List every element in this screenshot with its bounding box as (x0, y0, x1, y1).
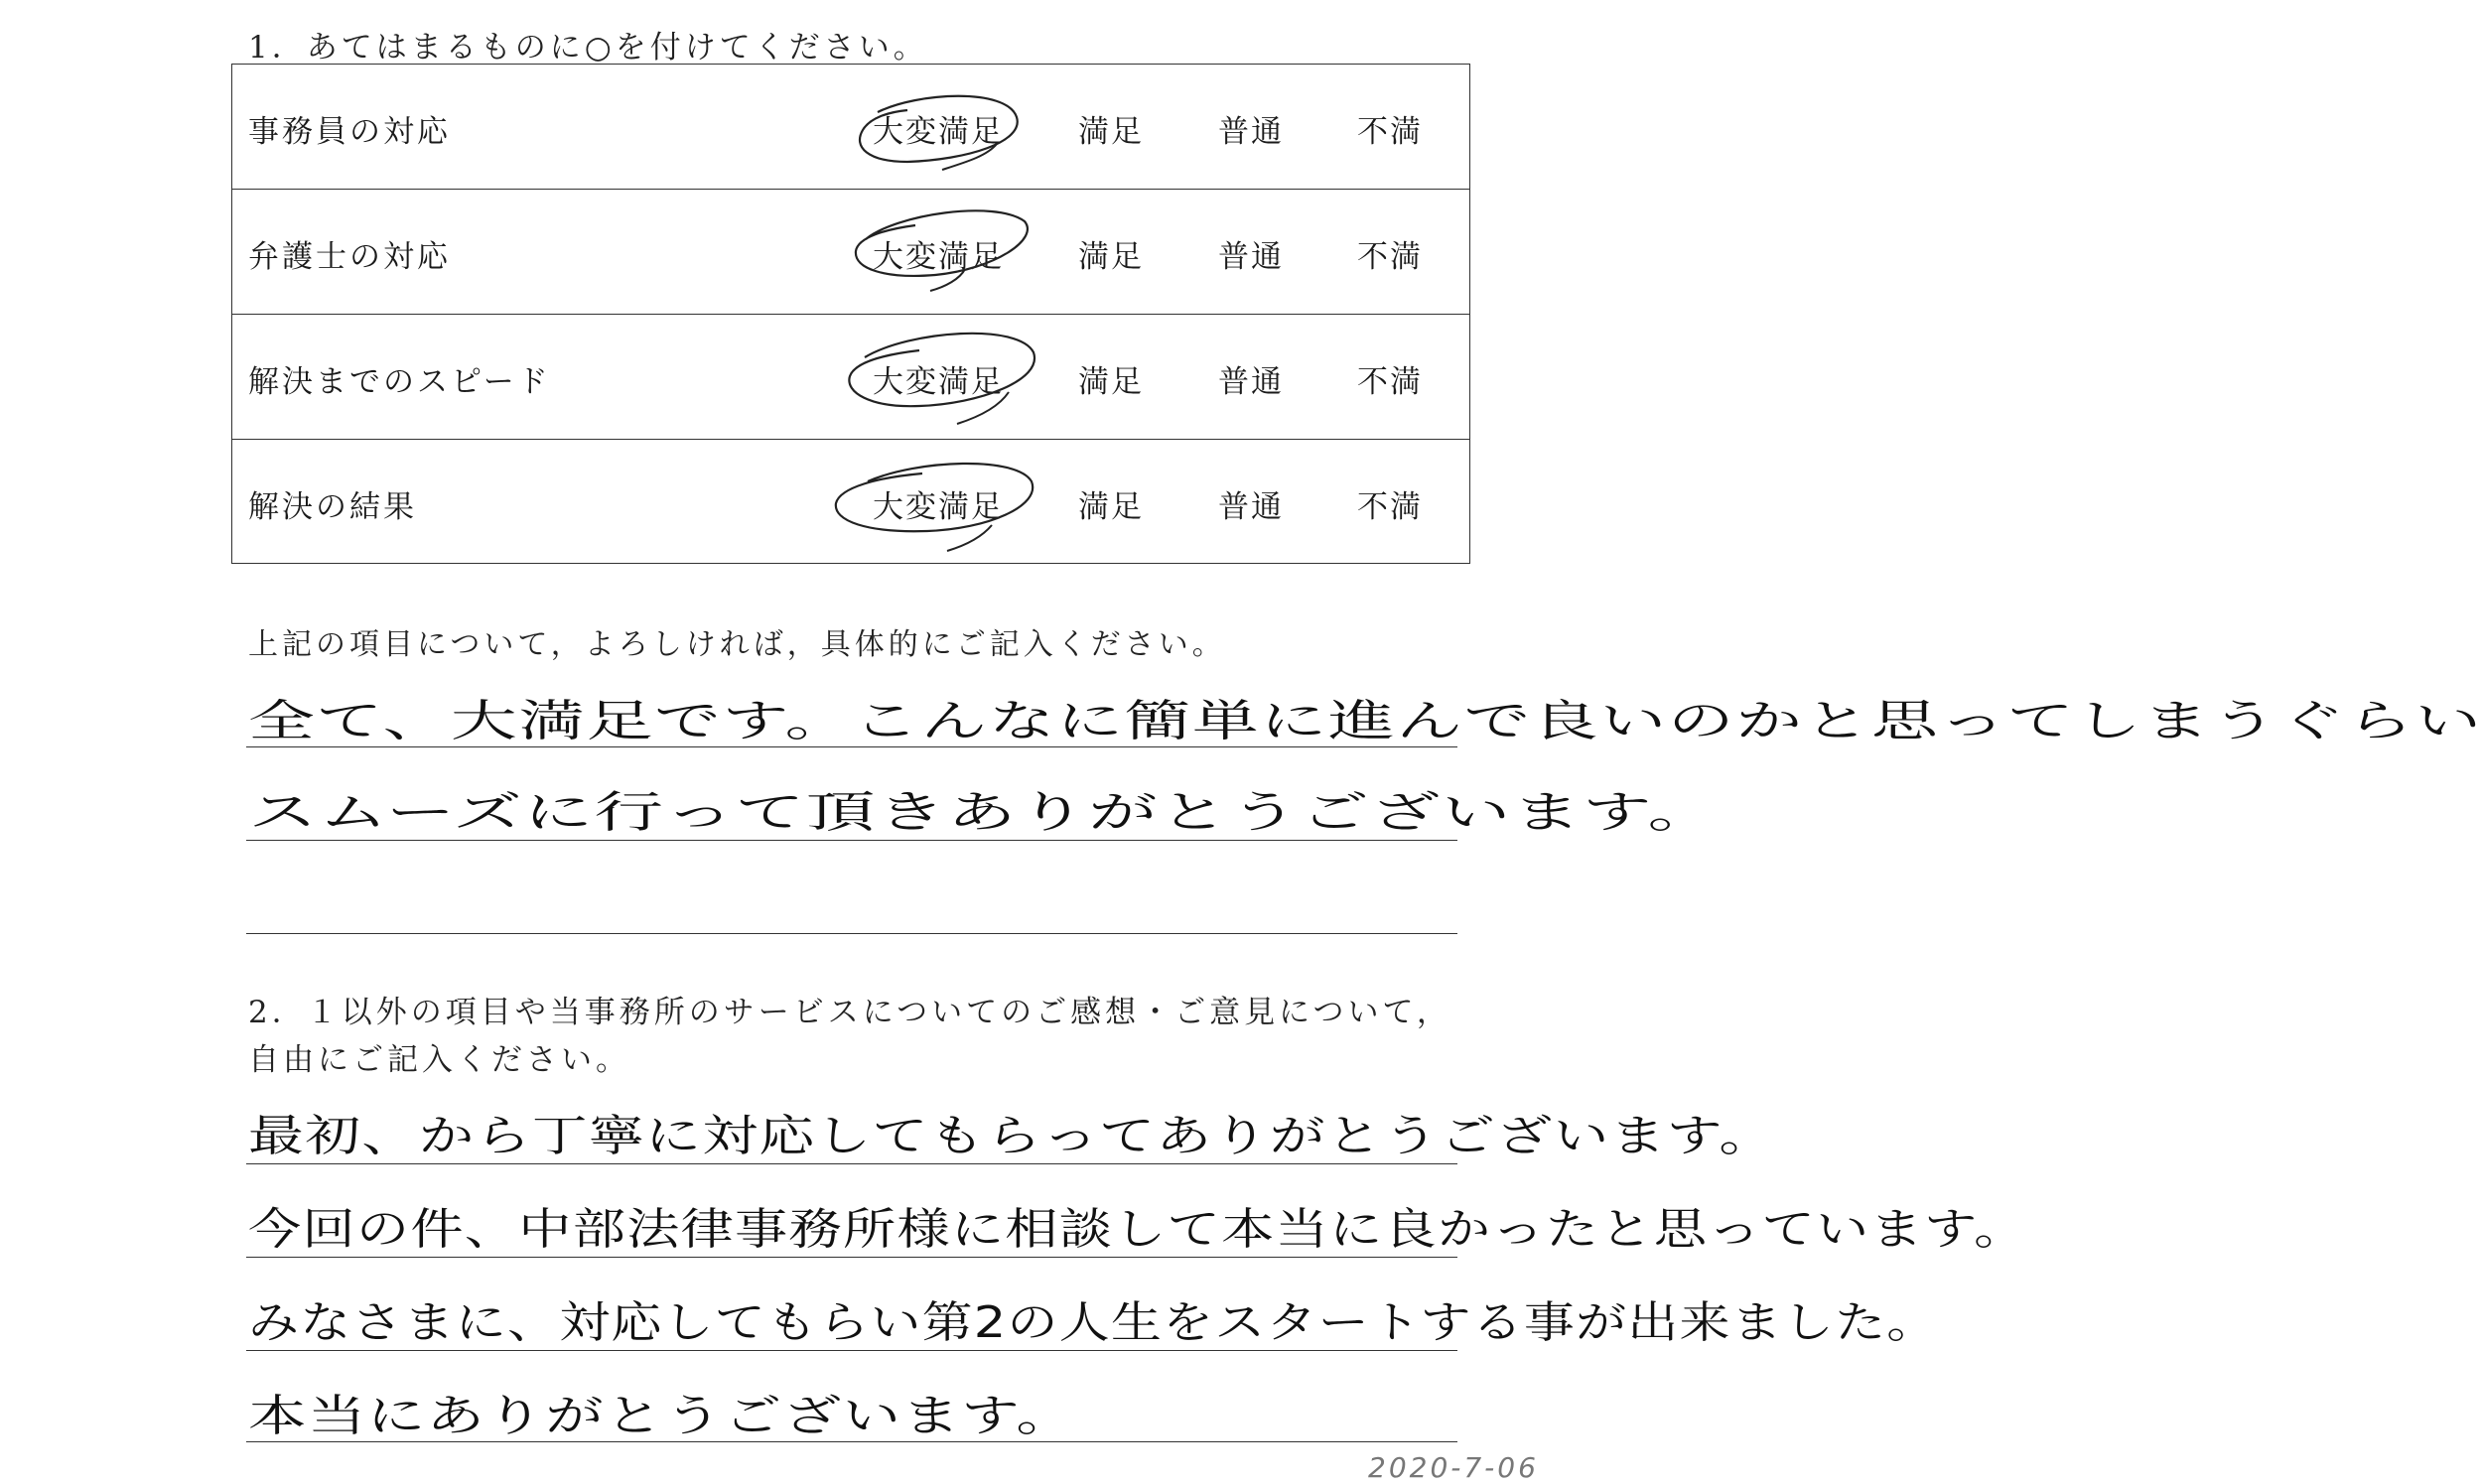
rating-table (231, 64, 1470, 564)
writing-line (246, 933, 1457, 934)
handwritten-answer-line: みなさまに、対応してもらい第2の人生をスタートする事が出来ました。 (248, 1297, 1939, 1348)
option-neutral[interactable]: 普通 (1218, 114, 1284, 150)
writing-line (246, 746, 1457, 747)
handwritten-answer-line: 最初、から丁寧に対応してもらってありがとうございます。 (248, 1111, 1776, 1161)
option-neutral[interactable]: 普通 (1218, 489, 1284, 525)
handwritten-answer-line: 本当にありがとうございます。 (248, 1391, 1076, 1441)
row-label: 解決までのスピード (248, 364, 551, 400)
question-2-heading-line: 2．１以外の項目や当事務所のサービスについてのご感想・ご意見について， (248, 995, 1451, 1030)
option-satisfied[interactable]: 満足 (1078, 489, 1144, 525)
rating-row (232, 315, 1469, 440)
rating-row (232, 440, 1469, 565)
option-dissatisfied[interactable]: 不満 (1357, 114, 1423, 150)
handwritten-comment-line: 全て、大満足です。こんなに簡単に進んで良いのかと思ってしまうぐらい (248, 696, 2483, 746)
row-label: 解決の結果 (248, 489, 417, 525)
option-dissatisfied[interactable]: 不満 (1357, 364, 1423, 400)
option-very-satisfied[interactable]: 大変満足 (873, 364, 1004, 400)
writing-line (246, 1441, 1457, 1442)
option-satisfied[interactable]: 満足 (1078, 239, 1144, 275)
handwritten-comment-line: スムーズに行って頂きありがとうございます。 (248, 787, 1719, 838)
option-satisfied[interactable]: 満足 (1078, 114, 1144, 150)
option-neutral[interactable]: 普通 (1218, 364, 1284, 400)
question-2-heading-line: 自由にご記入ください。 (248, 1042, 630, 1078)
row-label: 弁護士の対応 (248, 239, 451, 275)
option-very-satisfied[interactable]: 大変満足 (873, 114, 1004, 150)
writing-line (246, 1350, 1457, 1351)
rating-row (232, 190, 1469, 315)
writing-line (246, 840, 1457, 841)
date-stamp: 2020-7-06 (1368, 1451, 1539, 1484)
option-very-satisfied[interactable]: 大変満足 (873, 239, 1004, 275)
option-dissatisfied[interactable]: 不満 (1357, 489, 1423, 525)
comment-prompt: 上記の項目について，よろしければ，具体的にご記入ください。 (248, 627, 1226, 662)
handwritten-answer-line: 今回の件、中部法律事務所様に相談して本当に良かったと思っています。 (248, 1204, 2028, 1255)
question-1-heading: 1．あてはまるものに○を付けてください。 (248, 30, 928, 66)
question-2-heading (248, 989, 1451, 1084)
row-label: 事務員の対応 (248, 114, 451, 150)
option-satisfied[interactable]: 満足 (1078, 364, 1144, 400)
option-neutral[interactable]: 普通 (1218, 239, 1284, 275)
option-dissatisfied[interactable]: 不満 (1357, 239, 1423, 275)
option-very-satisfied[interactable]: 大変満足 (873, 489, 1004, 525)
writing-line (246, 1257, 1457, 1258)
writing-line (246, 1163, 1457, 1164)
rating-row (232, 65, 1469, 190)
